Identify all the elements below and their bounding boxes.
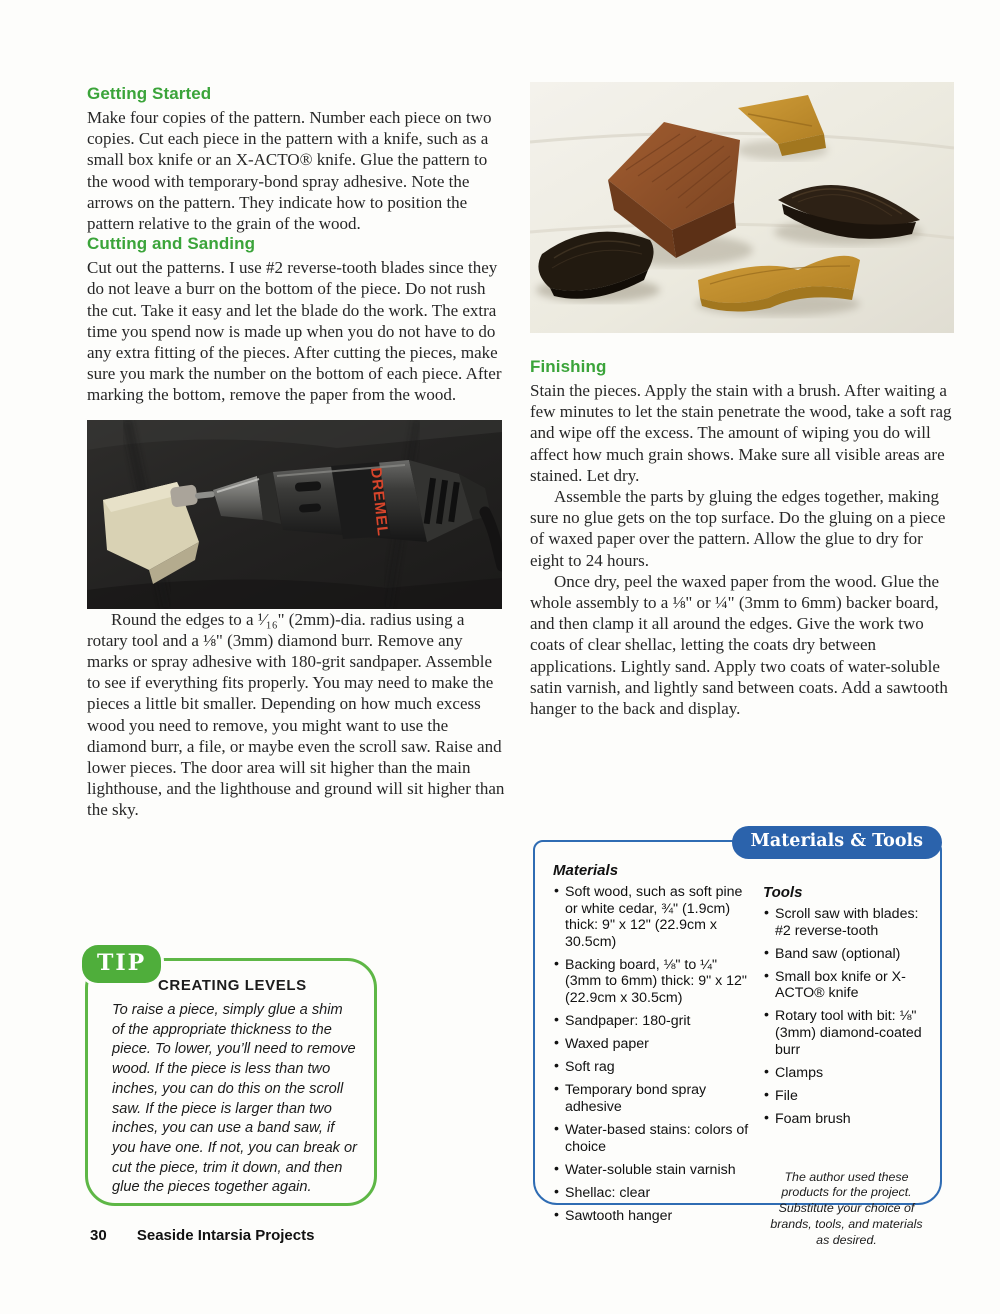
materials-tools-box <box>533 831 942 1247</box>
materials-tools-tab: Materials & Tools <box>732 826 942 859</box>
list-item: • Small box knife or X-ACTO® knife <box>763 969 930 1002</box>
list-item: • Scroll saw with blades: #2 reverse-tooth <box>763 906 930 939</box>
right-column <box>530 82 955 719</box>
materials-column <box>553 862 755 1249</box>
left-column <box>87 84 506 821</box>
cutting-and-sanding-paragraph: Cut out the patterns. I use #2 reverse-tooth blades since they do not leave a burr on the bottom of the piece. Do not rush the cut. Take it easy and let the blade do the work. The extra time you spend now is made up when you do not have to do any extra fitting of the pieces. After cutting the pieces, make sure you mark the number on the bottom of each piece. After marking the bottom, remove the paper from the wood. <box>87 258 502 405</box>
tools-column <box>763 862 930 1249</box>
list-item: • Waxed paper <box>553 1036 755 1053</box>
materials-list <box>553 884 755 1225</box>
list-item: • Soft rag <box>553 1059 755 1076</box>
getting-started-paragraph: Make four copies of the pattern. Number each piece on two copies. Cut each piece in the pattern with a knife, such as a small box knife or an X-ACTO® knife. Glue the pattern to the wood with temporary-bond spray adhesive. Note the arrows on the pattern. They indicate how to position the pattern relative to the grain of the wood. <box>87 108 492 234</box>
tip-body-text: To raise a piece, simply glue a shim of the appropriate thickness to the piece. To lower, you’ll need to remove wood. If the piece is less than two inches, you can do this on the scroll saw. If the piece is larger than two inches, you can use a band saw, if you have one. If not, you can break or cut the piece, trim it down, and then glue the pieces together again. <box>112 1002 358 1196</box>
rotary-tool-photo <box>87 420 506 609</box>
list-item: • Band saw (optional) <box>763 946 930 963</box>
section-heading-cutting-and-sanding: Cutting and Sanding <box>87 234 256 254</box>
tools-heading: Tools <box>762 884 803 901</box>
section-heading-getting-started: Getting Started <box>87 84 212 103</box>
wood-pieces-photo <box>530 82 955 333</box>
page-footer <box>90 1227 314 1244</box>
tip-box <box>85 950 377 1206</box>
round-edges-paragraph: Round the edges to a ¹⁄₁₆" (2mm)-dia. radius using a rotary tool and a ⅛" (3mm) diamond burr. Remove any marks or spray adhesive with 180-grit sandpaper. Assemble to see if everything fits properly. You may need to make the pieces a little bit smaller. Depending on how much excess wood you need to remove, you might want to use the diamond burr, a file, or maybe even the scroll saw. Raise and lower pieces. The door area will sit higher than the main lighthouse, and the lighthouse and ground will sit higher than the sky. <box>87 609 505 820</box>
materials-tools-note: The author used these products for the project. Substitute your choice of brands, tools, and materials as desired. <box>770 1169 923 1247</box>
list-item: • Rotary tool with bit: ⅛" (3mm) diamond-coated burr <box>763 1008 930 1058</box>
list-item: • Foam brush <box>763 1111 930 1128</box>
list-item: • Sandpaper: 180-grit <box>553 1013 755 1030</box>
tools-list <box>763 906 930 1128</box>
finishing-paragraph-2: Assemble the parts by gluing the edges together, making sure no glue gets on the top surface. Do the gluing on a piece of waxed paper over the pattern. Allow the glue to dry for eight to 24 hours. <box>530 487 946 570</box>
tip-badge: TIP <box>82 945 161 983</box>
list-item: • Sawtooth hanger <box>553 1208 755 1225</box>
list-item: • Soft wood, such as soft pine or white cedar, ¾" (1.9cm) thick: 9" x 12" (22.9cm x 30.5cm) <box>553 884 755 950</box>
tip-heading: CREATING LEVELS <box>158 977 307 994</box>
list-item: • Water-soluble stain varnish <box>553 1162 755 1179</box>
list-item: • Water-based stains: colors of choice <box>553 1122 755 1155</box>
list-item: • File <box>763 1088 930 1105</box>
page-number: 30 <box>90 1227 107 1244</box>
list-item: • Clamps <box>763 1065 930 1082</box>
book-title: Seaside Intarsia Projects <box>136 1227 315 1244</box>
rotary-tool-illustration <box>87 420 502 609</box>
list-item: • Temporary bond spray adhesive <box>553 1082 755 1115</box>
finishing-paragraph-3: Once dry, peel the waxed paper from the wood. Glue the whole assembly to a ⅛" or ¼" (3mm to 6mm) backer board, and then clamp it all around the edges. Give the work two coats of clear shellac, letting the coats dry between applications. Lightly sand. Apply two coats of water-soluble satin varnish, and lightly sand between coats. Add a sawtooth hanger to the back and display. <box>530 571 948 719</box>
materials-heading: Materials <box>553 862 619 879</box>
finishing-paragraph-1: Stain the pieces. Apply the stain with a brush. After waiting a few minutes to let the stain penetrate the wood, take a soft rag and wipe off the excess. The amount of wiping you do will affect how much grain shows. Make sure all visible areas are stained. Let dry. <box>530 381 952 485</box>
list-item: • Backing board, ⅛" to ¼" (3mm to 6mm) thick: 9" x 12" (22.9cm x 30.5cm) <box>553 957 755 1007</box>
list-item: • Shellac: clear <box>553 1185 755 1202</box>
dremel-brand-label: DREMEL <box>367 466 392 538</box>
section-heading-finishing: Finishing <box>530 357 607 376</box>
wood-pieces-illustration <box>530 82 954 333</box>
